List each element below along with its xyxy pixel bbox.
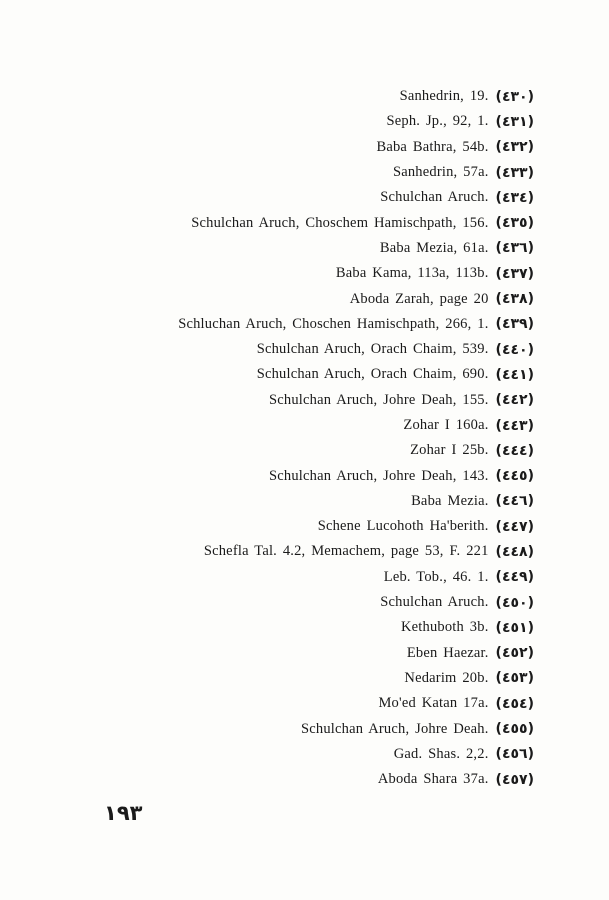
footnote-number: (٤٥١)	[495, 619, 534, 636]
footnote-number: (٤٣٢)	[495, 139, 534, 156]
footnote-number: (٤٤٢)	[495, 392, 534, 409]
footnote-reference: Leb. Tob., 46. 1.	[383, 568, 489, 585]
footnote-number: (٤٥٢)	[495, 645, 534, 662]
footnote-reference: Sanhedrin, 57a.	[392, 164, 489, 181]
footnote-reference: Seph. Jp., 92, 1.	[386, 113, 489, 130]
footnote-reference: Schefla Tal. 4.2, Memachem, page 53, F. 221	[203, 543, 489, 560]
footnote-reference: Zohar I 160a.	[403, 417, 489, 433]
footnote-reference: Schulchan Aruch, Orach Chaim, 539.	[256, 341, 489, 358]
footnote-reference: Schulchan Aruch, Johre Deah.	[300, 720, 489, 737]
footnote-432	[178, 135, 534, 160]
footnote-number: (٤٥٦)	[495, 746, 534, 763]
footnote-441	[178, 362, 534, 387]
footnote-reference: Schulchan Aruch.	[380, 189, 489, 206]
footnote-number: (٤٤٧)	[495, 518, 534, 535]
footnote-reference: Aboda Zarah, page 20	[349, 290, 489, 307]
footnote-reference: Zohar I 25b.	[410, 442, 489, 459]
footnote-number: (٤٤٣)	[495, 417, 534, 434]
footnote-number: (٤٣٩)	[495, 316, 534, 333]
footnote-number: (٤٥٥)	[495, 721, 534, 738]
footnote-451	[178, 615, 534, 640]
footnote-433	[178, 160, 534, 185]
footnote-number: (٤٣٠)	[495, 88, 534, 105]
footnote-reference: Eben Haezar.	[406, 644, 489, 661]
footnote-reference: Schluchan Aruch, Choschen Hamischpath, 266, 1.	[178, 315, 489, 332]
footnote-reference: Schulchan Aruch, Choschem Hamischpath, 156.	[191, 214, 489, 231]
footnote-437	[178, 261, 534, 286]
footnote-445	[178, 463, 534, 488]
footnote-reference: Baba Mezia.	[411, 492, 489, 509]
footnote-number: (٤٣٧)	[495, 265, 534, 282]
footnote-443	[178, 413, 534, 438]
footnote-435	[178, 210, 534, 235]
footnote-reference: Mo'ed Katan 17a.	[378, 695, 489, 712]
footnote-number: (٤٥٤)	[495, 695, 534, 712]
footnote-454	[178, 691, 534, 716]
footnote-455	[178, 716, 534, 741]
footnote-number: (٤٤٦)	[495, 493, 534, 510]
footnote-number: (٤٥٠)	[495, 594, 534, 611]
footnote-number: (٤٣٨)	[495, 291, 534, 308]
footnote-448	[178, 539, 534, 564]
footnote-reference: Schulchan Aruch, Johre Deah, 155.	[268, 391, 489, 408]
footnote-434	[178, 185, 534, 210]
footnote-430	[178, 84, 534, 109]
footnote-number: (٤٣٣)	[495, 164, 534, 181]
footnote-reference: Schulchan Aruch.	[380, 594, 489, 611]
footnote-number: (٤٤١)	[495, 366, 534, 383]
footnote-reference: Gad. Shas. 2,2.	[393, 745, 489, 762]
footnote-reference: Nedarim 20b.	[404, 669, 489, 686]
footnote-number: (٤٥٧)	[495, 771, 534, 788]
footnote-444	[178, 438, 534, 463]
footnote-number: (٤٤٩)	[495, 569, 534, 586]
footnote-438	[178, 286, 534, 311]
footnote-number: (٤٤٥)	[495, 468, 534, 485]
page-number: ١٩٣	[104, 801, 143, 825]
footnote-reference: Baba Bathra, 54b.	[376, 138, 489, 155]
footnote-reference: Kethuboth 3b.	[400, 619, 489, 636]
footnote-number: (٤٣٤)	[495, 189, 534, 206]
footnote-452	[178, 641, 534, 666]
footnote-reference: Aboda Shara 37a.	[377, 771, 489, 788]
footnote-453	[178, 666, 534, 691]
footnote-442	[178, 388, 534, 413]
footnote-reference: Schene Lucohoth Ha'berith.	[317, 518, 489, 535]
footnote-431	[178, 109, 534, 134]
footnote-456	[178, 742, 534, 767]
footnote-number: (٤٣٦)	[495, 240, 534, 257]
footnote-436	[178, 236, 534, 261]
footnote-439	[178, 312, 534, 337]
footnote-446	[178, 489, 534, 514]
footnote-reference: Baba Kama, 113a, 113b.	[335, 265, 489, 282]
footnote-number: (٤٥٣)	[495, 670, 534, 687]
footnote-449	[178, 565, 534, 590]
footnote-447	[178, 514, 534, 539]
footnote-reference: Schulchan Aruch, Orach Chaim, 690.	[256, 366, 489, 383]
footnote-440	[178, 337, 534, 362]
footnote-reference: Schulchan Aruch, Johre Deah, 143.	[268, 467, 489, 484]
footnote-number: (٤٤٠)	[495, 341, 534, 358]
footnote-450	[178, 590, 534, 615]
footnote-reference: Baba Mezia, 61a.	[379, 239, 489, 256]
footnote-457	[178, 767, 534, 792]
footnote-list	[178, 84, 534, 792]
footnote-number: (٤٣١)	[495, 113, 534, 130]
footnote-number: (٤٤٨)	[495, 543, 534, 560]
footnote-number: (٤٣٥)	[495, 215, 534, 232]
footnote-number: (٤٤٤)	[495, 442, 534, 459]
footnote-reference: Sanhedrin, 19.	[399, 88, 489, 105]
